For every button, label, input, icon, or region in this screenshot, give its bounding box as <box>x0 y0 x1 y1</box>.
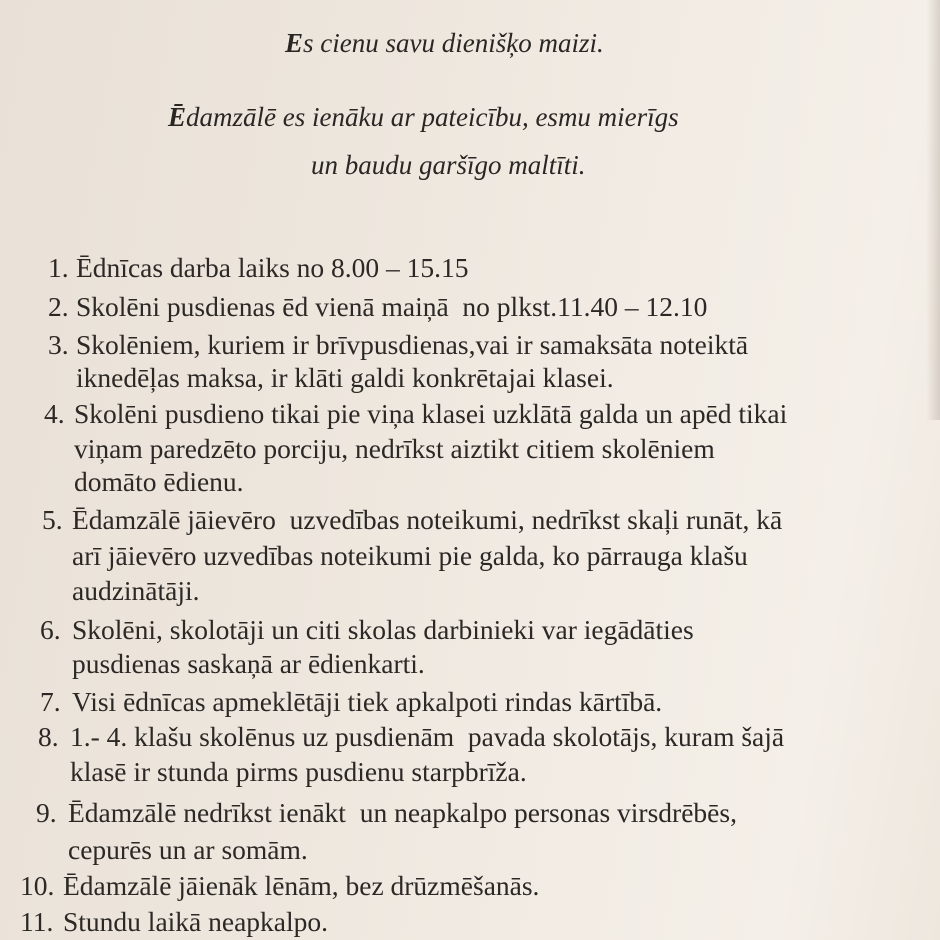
rule-text-line: domāto ēdienu. <box>74 466 244 497</box>
rule-text-line: pusdienas saskaņā ar ēdienkarti. <box>72 648 425 679</box>
rule-text-line: cepurēs un ar somām. <box>68 834 308 865</box>
rule-text-line: Ēdamzālē nedrīkst ienākt un neapkalpo personas virsdrēbēs, <box>68 797 737 828</box>
rule-text-line: audzinātāji. <box>72 575 200 606</box>
intro-line-2-cap: Ē <box>168 102 187 132</box>
rule-number: 3. <box>48 329 69 360</box>
intro-line-1-cap: E <box>285 28 304 58</box>
intro-line-2-text: damzālē es ienāku ar pateicību, esmu mierīgs <box>186 102 679 132</box>
rule-text-line: Visi ēdnīcas apmeklētāji tiek apkalpoti rindas kārtībā. <box>72 686 663 717</box>
intro-line-1-text: s cienu savu dienišķo maizi. <box>303 28 604 58</box>
rule-text-line: klasē ir stunda pirms pusdienu starpbrīža. <box>70 756 527 787</box>
intro-line-1 <box>285 30 604 57</box>
rule-number: 1. <box>48 252 69 283</box>
rule-text-line: arī jāievēro uzvedības noteikumi pie galda, ko pārrauga klašu <box>72 540 748 571</box>
rule-number: 7. <box>40 686 61 717</box>
rule-text-line: Ēdamzālē jāienāk lēnām, bez drūzmēšanās. <box>63 870 540 901</box>
rule-text-line: Skolēni, skolotāji un citi skolas darbinieki var iegādāties <box>72 614 694 645</box>
rule-number: 4. <box>44 398 65 429</box>
rule-text-line: Skolēni pusdieno tikai pie viņa klasei uzklātā galda un apēd tikai <box>74 398 788 429</box>
rule-text-line: Stundu laikā neapkalpo. <box>63 906 329 937</box>
intro-line-3: un baudu garšīgo maltīti. <box>311 150 586 180</box>
rule-text-line: iknedēļas maksa, ir klāti galdi konkrētajai klasei. <box>76 362 614 393</box>
rule-text-line: Ēdnīcas darba laiks no 8.00 – 15.15 <box>76 252 469 283</box>
intro-line-2 <box>168 104 679 131</box>
rule-number: 11. <box>20 906 54 937</box>
rule-text-line: Skolēniem, kuriem ir brīvpusdienas,vai ir samaksāta noteiktā <box>76 329 749 360</box>
rule-number: 10. <box>20 870 55 901</box>
rule-text-line: viņam paredzēto porciju, nedrīkst aiztikt citiem skolēniem <box>74 433 715 464</box>
rule-text-line: Ēdamzālē jāievēro uzvedības noteikumi, nedrīkst skaļi runāt, kā <box>72 504 783 535</box>
rule-text-line: 1.- 4. klašu skolēnus uz pusdienām pavada skolotājs, kuram šajā <box>70 721 785 752</box>
rule-number: 8. <box>38 721 59 752</box>
rule-number: 2. <box>48 291 69 322</box>
rule-number: 9. <box>36 797 57 828</box>
rule-text-line: Skolēni pusdienas ēd vienā maiņā no plkst.11.40 – 12.10 <box>76 291 708 322</box>
page-edge-shadow <box>926 0 940 420</box>
rule-number: 5. <box>42 504 63 535</box>
rule-number: 6. <box>40 614 61 645</box>
